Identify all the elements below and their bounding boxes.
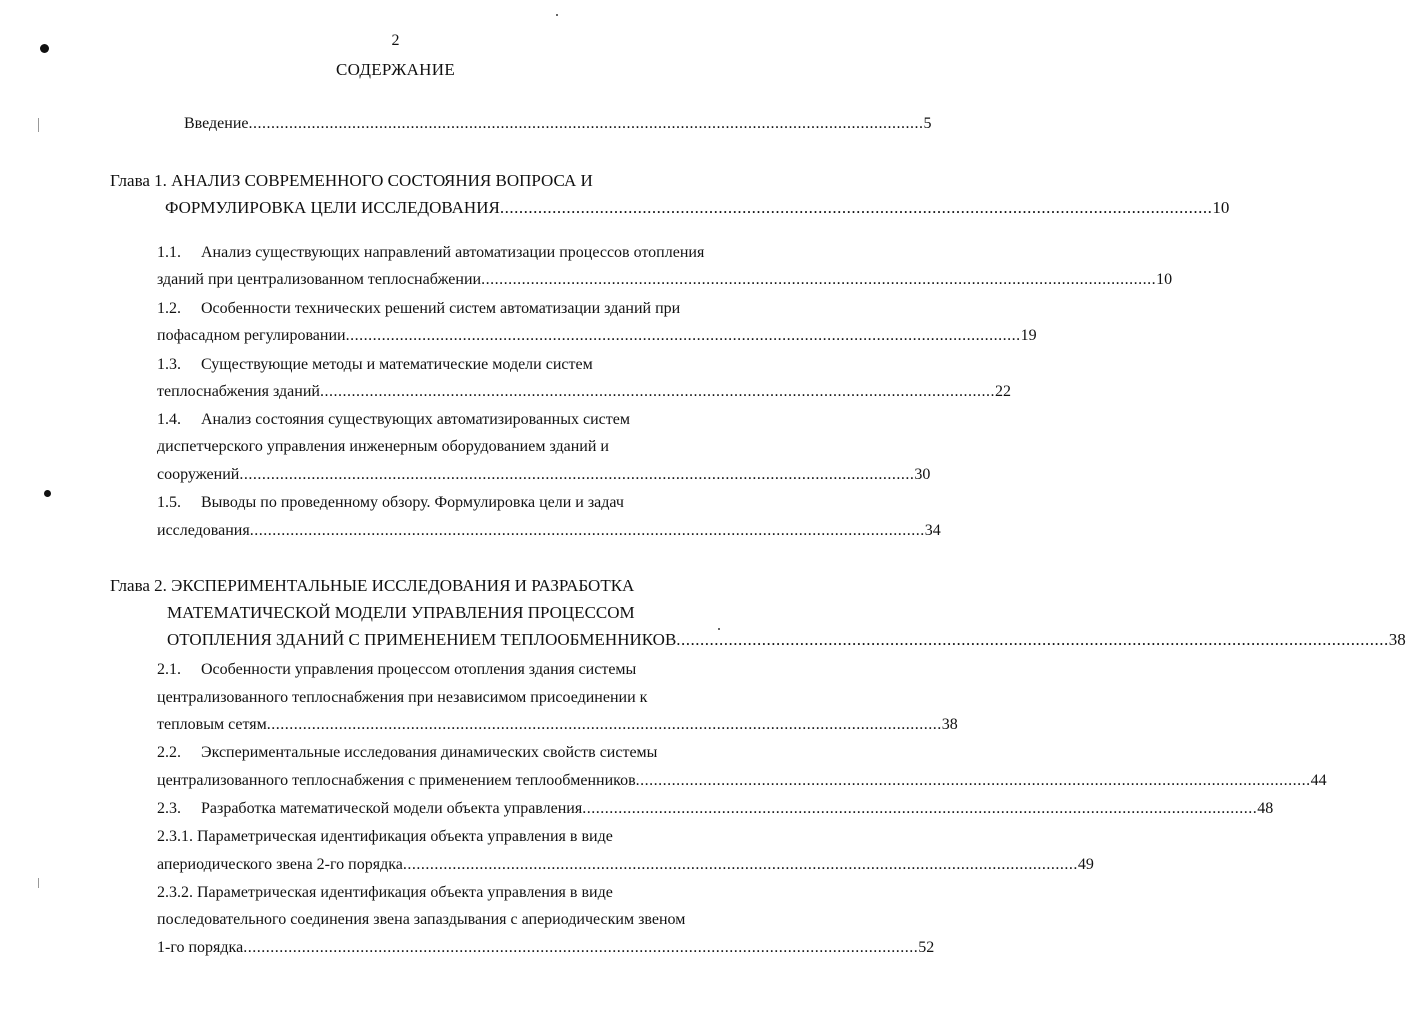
toc-chapter-1-line1[interactable]: Глава 1. АНАЛИЗ СОВРЕМЕННОГО СОСТОЯНИЯ ВОПРОСА И bbox=[110, 171, 593, 190]
scan-speck bbox=[556, 14, 558, 16]
toc-section-2-3-2-line2[interactable]: последовательного соединения звена запаздывания с апериодическим звеном bbox=[157, 911, 686, 928]
toc-entry-text: Параметрическая идентификация объекта управления в виде bbox=[197, 884, 613, 901]
toc-entry-text: ФОРМУЛИРОВКА ЦЕЛИ ИССЛЕДОВАНИЯ bbox=[165, 198, 500, 217]
section-number: 1.3. bbox=[157, 356, 181, 373]
page-title: СОДЕРЖАНИЕ bbox=[335, 60, 456, 79]
toc-entry-text: Особенности технических решений систем автоматизации зданий при bbox=[201, 300, 681, 317]
toc-page-number: 48 bbox=[1257, 800, 1274, 817]
toc-page-number: 10 bbox=[1212, 198, 1230, 217]
toc-entry-intro[interactable] bbox=[184, 115, 932, 133]
scan-speck bbox=[38, 118, 39, 132]
dot-leader: ...................................................................................................................................................... bbox=[676, 630, 1389, 649]
toc-section-2-3[interactable] bbox=[157, 800, 1274, 818]
toc-entry-text: Введение bbox=[184, 115, 249, 132]
toc-entry-text: Анализ состояния существующих автоматизированных систем bbox=[201, 411, 630, 428]
toc-section-2-1-line1[interactable] bbox=[157, 661, 636, 679]
toc-section-1-1-line1[interactable] bbox=[157, 244, 704, 262]
dot-leader: ...................................................................................................................................................... bbox=[319, 383, 995, 400]
dot-leader: ...................................................................................................................................................... bbox=[243, 939, 919, 956]
toc-entry-text bbox=[157, 800, 582, 818]
toc-section-1-5[interactable] bbox=[157, 522, 941, 540]
toc-page-number: 19 bbox=[1020, 327, 1037, 344]
toc-entry-text: Особенности управления процессом отопления здания системы bbox=[201, 661, 637, 678]
dot-leader: ...................................................................................................................................................... bbox=[635, 772, 1311, 789]
section-number: 1.5. bbox=[157, 494, 181, 511]
dot-leader: ...................................................................................................................................................... bbox=[499, 198, 1213, 217]
dot-leader: ...................................................................................................................................................... bbox=[266, 716, 942, 733]
dot-leader: ...................................................................................................................................................... bbox=[582, 800, 1258, 817]
toc-page-number: 30 bbox=[914, 466, 931, 483]
toc-entry-text: централизованного теплоснабжения с применением теплообменников bbox=[157, 772, 636, 789]
toc-entry-text: Экспериментальные исследования динамических свойств системы bbox=[201, 744, 658, 761]
toc-section-1-5-line1[interactable] bbox=[157, 494, 624, 512]
toc-section-2-2-line1[interactable] bbox=[157, 744, 657, 762]
toc-entry-text: сооружений bbox=[157, 466, 240, 483]
toc-section-2-3-2-line1[interactable] bbox=[157, 884, 613, 902]
dot-leader: ...................................................................................................................................................... bbox=[345, 327, 1021, 344]
toc-entry-text: 1-го порядка bbox=[157, 939, 244, 956]
section-number: 2.3. bbox=[157, 800, 181, 817]
toc-entry-text: теплоснабжения зданий bbox=[157, 383, 320, 400]
section-number: 2.1. bbox=[157, 661, 181, 678]
toc-page-number: 52 bbox=[918, 939, 935, 956]
scan-speck bbox=[38, 878, 39, 888]
section-number: 1.2. bbox=[157, 300, 181, 317]
toc-section-2-3-1[interactable] bbox=[157, 856, 1094, 874]
toc-chapter-1[interactable] bbox=[165, 198, 1230, 218]
toc-page-number: 38 bbox=[941, 716, 958, 733]
toc-section-2-1[interactable] bbox=[157, 716, 958, 734]
toc-chapter-2-line2[interactable]: МАТЕМАТИЧЕСКОЙ МОДЕЛИ УПРАВЛЕНИЯ ПРОЦЕССОМ bbox=[167, 603, 635, 622]
toc-section-1-3-line1[interactable] bbox=[157, 356, 593, 374]
toc-page-number: 34 bbox=[924, 522, 941, 539]
toc-page-number: 22 bbox=[994, 383, 1011, 400]
toc-section-1-4-line2[interactable]: диспетчерского управления инженерным оборудованием зданий и bbox=[157, 438, 609, 455]
page-number: 2 bbox=[391, 32, 400, 49]
toc-section-2-3-2[interactable] bbox=[157, 939, 935, 957]
section-number: 2.3.1. bbox=[157, 828, 193, 845]
dot-leader: ...................................................................................................................................................... bbox=[248, 115, 924, 132]
toc-chapter-2[interactable] bbox=[167, 630, 1406, 650]
dot-leader: ...................................................................................................................................................... bbox=[402, 856, 1078, 873]
toc-section-1-2-line1[interactable] bbox=[157, 300, 680, 318]
toc-page-number: 44 bbox=[1310, 772, 1327, 789]
toc-section-1-2[interactable] bbox=[157, 327, 1037, 345]
toc-entry-text: ОТОПЛЕНИЯ ЗДАНИЙ С ПРИМЕНЕНИЕМ ТЕПЛООБМЕННИКОВ bbox=[167, 630, 677, 649]
dot-leader: ...................................................................................................................................................... bbox=[239, 466, 915, 483]
toc-entry-text: тепловым сетям bbox=[157, 716, 267, 733]
toc-chapter-2-line1[interactable]: Глава 2. ЭКСПЕРИМЕНТАЛЬНЫЕ ИССЛЕДОВАНИЯ И РАЗРАБОТКА bbox=[110, 576, 635, 595]
toc-entry-text: Анализ существующих направлений автоматизации процессов отопления bbox=[201, 244, 705, 261]
toc-entry-text: зданий при централизованном теплоснабжении bbox=[157, 271, 482, 288]
toc-entry-text: Выводы по проведенному обзору. Формулировка цели и задач bbox=[201, 494, 624, 511]
dot-leader: ...................................................................................................................................................... bbox=[481, 271, 1157, 288]
toc-section-1-4[interactable] bbox=[157, 466, 931, 484]
toc-entry-text: апериодического звена 2-го порядка bbox=[157, 856, 403, 873]
section-number: 1.4. bbox=[157, 411, 181, 428]
toc-section-1-4-line1[interactable] bbox=[157, 411, 630, 429]
toc-entry-text: Существующие методы и математические модели систем bbox=[201, 356, 593, 373]
toc-section-2-1-line2[interactable]: централизованного теплоснабжения при независимом присоединении к bbox=[157, 689, 648, 706]
toc-page-number: 5 bbox=[923, 115, 932, 132]
toc-page-number: 49 bbox=[1077, 856, 1094, 873]
toc-entry-text: Параметрическая идентификация объекта управления в виде bbox=[197, 828, 613, 845]
section-number: 2.3.2. bbox=[157, 884, 193, 901]
toc-page-number: 10 bbox=[1156, 271, 1173, 288]
toc-entry-title: Разработка математической модели объекта управления bbox=[201, 800, 583, 817]
dot-leader: ...................................................................................................................................................... bbox=[249, 522, 925, 539]
section-number: 1.1. bbox=[157, 244, 181, 261]
scan-speck bbox=[44, 490, 51, 497]
toc-entry-text: исследования bbox=[157, 522, 250, 539]
toc-section-2-2[interactable] bbox=[157, 772, 1327, 790]
toc-entry-text: пофасадном регулировании bbox=[157, 327, 346, 344]
toc-section-1-1[interactable] bbox=[157, 271, 1173, 289]
toc-section-2-3-1-line1[interactable] bbox=[157, 828, 613, 846]
toc-section-1-3[interactable] bbox=[157, 383, 1011, 401]
toc-page-number: 38 bbox=[1388, 630, 1406, 649]
section-number: 2.2. bbox=[157, 744, 181, 761]
